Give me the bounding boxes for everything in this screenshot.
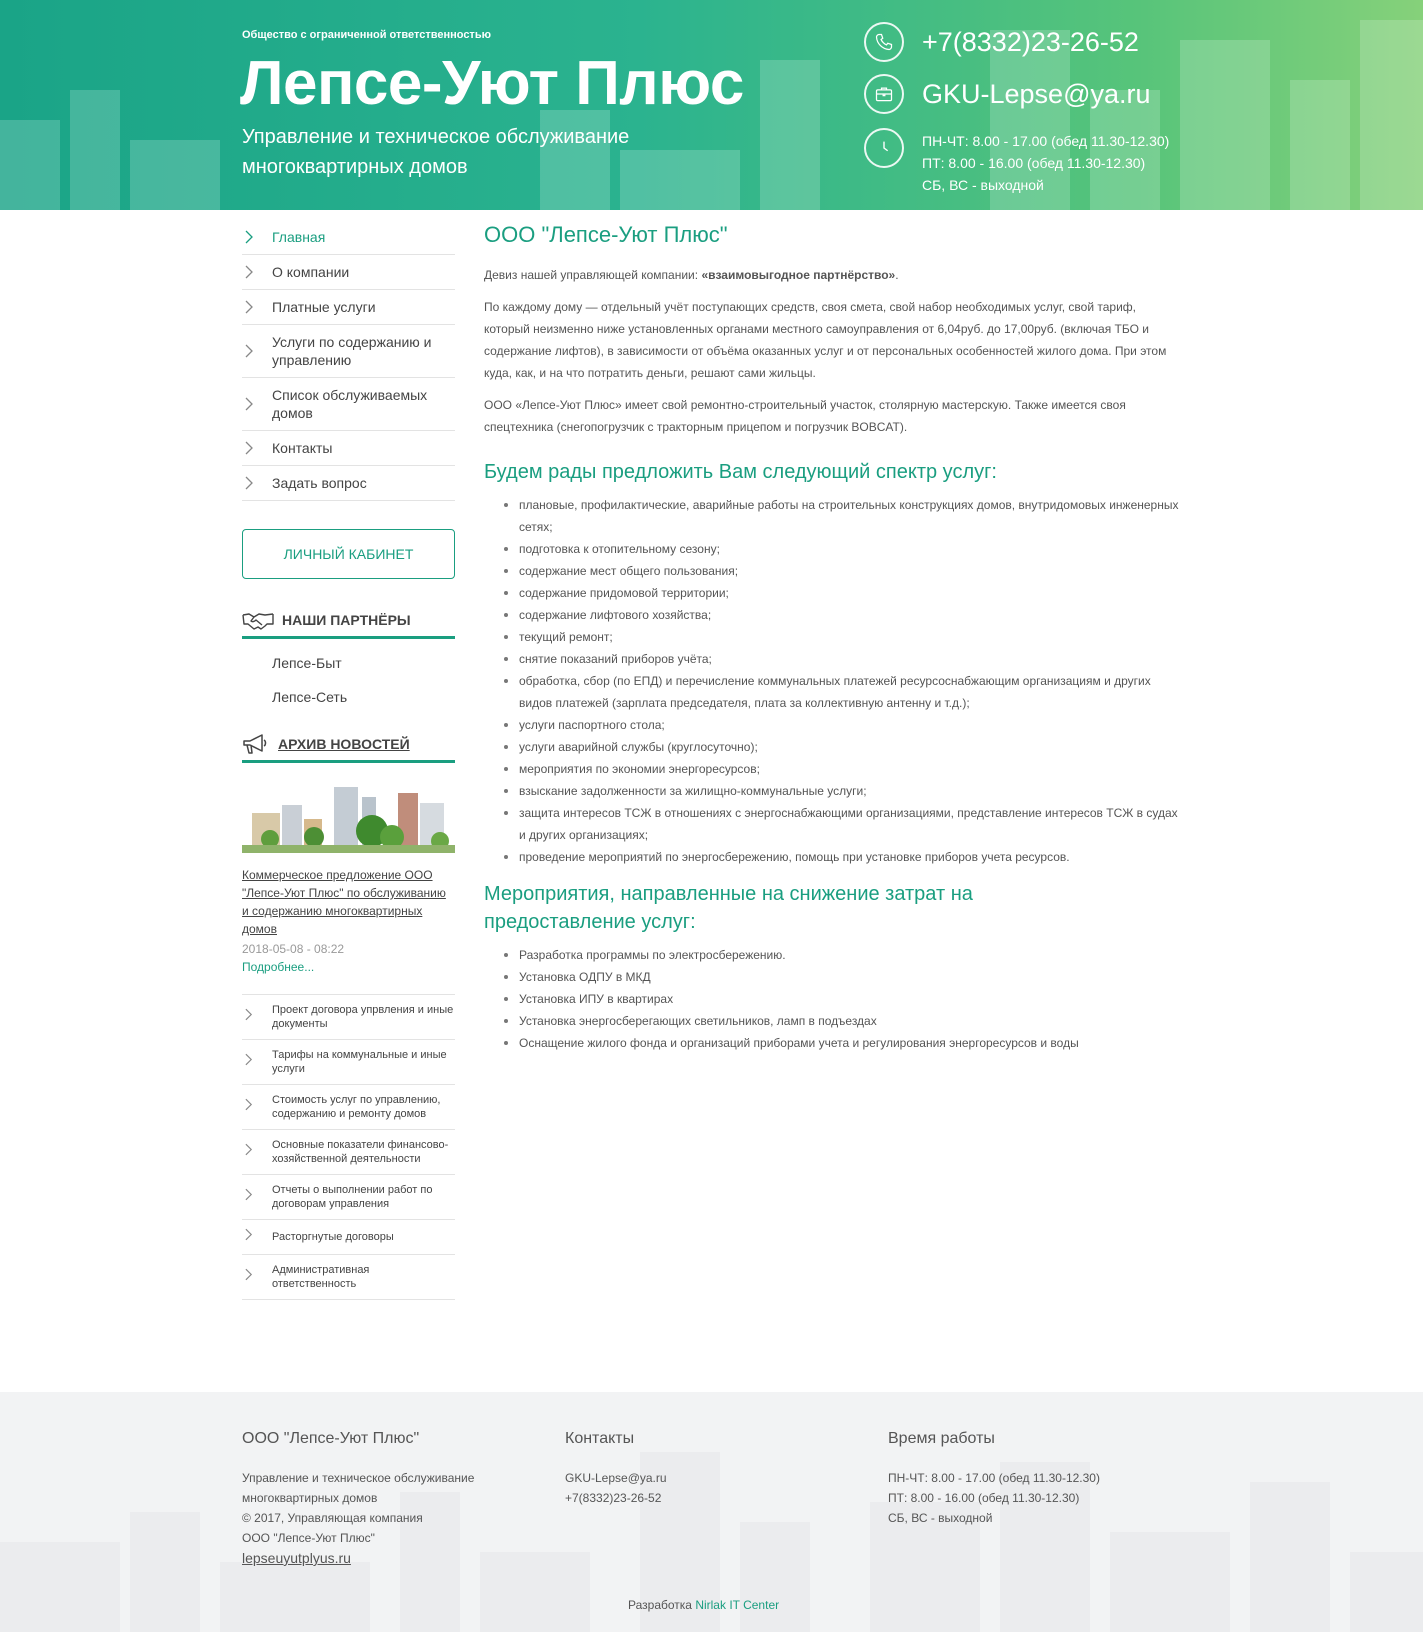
nav-item-label: Платные услуги [272,299,376,315]
chevron-right-icon [242,1143,272,1161]
nav-item-ask-question[interactable] [242,466,455,501]
motto-text: «взаимовыгодное партнёрство» [701,268,896,282]
chevron-right-icon [242,344,272,358]
header-phone[interactable]: +7(8332)23-26-52 [922,26,1139,57]
news-archive-link[interactable]: АРХИВ НОВОСТЕЙ [278,735,410,752]
doc-item-label: Проект договора упрвления и иные документы [272,1004,454,1030]
motto-paragraph [484,264,1184,286]
intro-paragraph: По каждому дому — отдельный учёт поступающих средств, своя смета, свой набор необходимых услуг, свой тариф, который неизменно ниже установленных органами местного самоуправления от 6,04руб. до 17,00руб. (включая ТБО и содержание лифтов), в зависимости от объёма оказанных услуг и от персональных особенностей жилого дома. При этом куда, как, и на что потратить деньги, решают сами жильцы. [484,300,1167,380]
header-email[interactable]: GKU-Lepse@ya.ru [922,78,1151,109]
nav-item-label: О компании [272,264,350,280]
footer-contacts-column [565,1430,865,1508]
handshake-icon [242,610,274,630]
list-item: плановые, профилактические, аварийные работы на строительных конструкциях домов, внутридомовых инженерных сетях; [484,494,1184,538]
site-title[interactable]: Лепсе-Уют Плюс [240,49,744,118]
footer-text: Управление и техническое обслуживание [242,1471,475,1485]
nav-item-contacts[interactable] [242,431,455,466]
nav-item-label: Главная [272,229,326,245]
doc-item-label: Расторгнутые договоры [272,1231,394,1243]
footer-phone[interactable]: +7(8332)23-26-52 [565,1491,662,1505]
megaphone-icon [242,733,270,755]
nav-item-label: Услуги по содержанию и управлению [272,334,432,368]
sidebar [242,220,455,1300]
list-item: Установка ИПУ в квартирах [484,988,1184,1010]
nav-item-houses-list[interactable] [242,378,455,431]
hours-line: ПТ: 8.00 - 16.00 (обед 11.30-12.30) [922,155,1146,171]
doc-item-tariffs[interactable] [242,1040,455,1085]
doc-item-label: Административная ответственность [272,1264,370,1290]
chevron-right-icon [242,230,272,244]
list-item: содержание лифтового хозяйства; [484,604,1184,626]
main-content [484,222,1184,1054]
header-hours [922,130,1169,196]
doc-item-work-reports[interactable] [242,1175,455,1220]
footer-company-title: ООО "Лепсе-Уют Плюс" [242,1430,420,1447]
list-item: Оснащение жилого фонда и организаций приборами учета и регулирования энергоресурсов и воды [484,1032,1184,1054]
chevron-right-icon [242,1008,272,1026]
city-background-image [0,1392,1423,1632]
list-item: содержание придомовой территории; [484,582,1184,604]
org-type-label: Общество с ограниченной ответственностью [242,29,491,41]
chevron-right-icon [242,300,272,314]
footer-site-link[interactable]: lepseuyutplyus.ru [242,1550,351,1566]
footer-text: ООО "Лепсе-Уют Плюс" [242,1531,375,1545]
nav-item-home[interactable] [242,220,455,255]
list-item: снятие показаний приборов учёта; [484,648,1184,670]
news-heading [242,727,455,763]
chevron-right-icon [242,397,272,411]
doc-item-label: Тарифы на коммунальные и иные услуги [272,1049,447,1075]
nav-item-label: Список обслуживаемых домов [272,387,428,421]
doc-item-service-cost[interactable] [242,1085,455,1130]
list-item: проведение мероприятий по энергосбережению, помощь при установке приборов учета ресурсов. [484,846,1184,868]
footer-hours-title: Время работы [888,1430,995,1447]
services-list [484,494,1184,868]
nav-item-maintenance-services[interactable] [242,325,455,378]
motto-prefix: Девиз нашей управляющей компании: [484,268,702,282]
footer-hours-line: СБ, ВС - выходной [888,1511,993,1525]
motto-suffix: . [895,268,899,282]
developer-prefix: Разработка [628,1598,692,1612]
footer-hours-line: ПТ: 8.00 - 16.00 (обед 11.30-12.30) [888,1491,1080,1505]
partner-link-lepse-set[interactable]: Лепсе-Сеть [272,689,348,705]
news-more-link[interactable]: Подробнее... [242,960,315,974]
chevron-right-icon [242,1268,272,1286]
measures-heading: Мероприятия, направленные на снижение затрат на предоставление услуг: [484,883,973,933]
hours-line: СБ, ВС - выходной [922,177,1044,193]
personal-cabinet-button[interactable]: ЛИЧНЫЙ КАБИНЕТ [242,529,455,579]
doc-item-financial-indicators[interactable] [242,1130,455,1175]
site-footer [0,1392,1423,1632]
doc-item-administrative-liability[interactable] [242,1255,455,1300]
list-item: содержание мест общего пользования; [484,560,1184,582]
partners-heading-label: НАШИ ПАРТНЁРЫ [282,611,411,628]
chevron-right-icon [242,441,272,455]
footer-text: © 2017, Управляющая компания [242,1511,423,1525]
phone-row [864,22,1139,62]
chevron-right-icon [242,1053,272,1071]
developer-link[interactable]: Nirlak IT Center [695,1598,780,1612]
chevron-right-icon [242,1228,272,1246]
services-heading: Будем рады предложить Вам следующий спектр услуг: [484,461,997,483]
doc-item-label: Основные показатели финансово-хозяйственной деятельности [272,1139,449,1165]
phone-icon [864,22,904,62]
chevron-right-icon [242,1188,272,1206]
clock-icon [864,128,904,168]
nav-item-paid-services[interactable] [242,290,455,325]
site-tagline: Управление и техническое обслуживание многоквартирных домов [242,126,630,178]
footer-hours-column [888,1430,1188,1528]
email-row [864,74,1151,114]
list-item: защита интересов ТСЖ в отношениях с энергоснабжающими организациями, представление интересов ТСЖ в судах и других организациях; [484,802,1184,846]
list-item: услуги аварийной службы (круглосуточно); [484,736,1184,758]
footer-hours-line: ПН-ЧТ: 8.00 - 17.00 (обед 11.30-12.30) [888,1471,1100,1485]
list-item: Установка ОДПУ в МКД [484,966,1184,988]
nav-item-label: Задать вопрос [272,475,367,491]
hours-line: ПН-ЧТ: 8.00 - 17.00 (обед 11.30-12.30) [922,133,1170,149]
list-item: Установка энергосберегающих светильников, ламп в подъездах [484,1010,1184,1032]
doc-item-terminated-contracts[interactable] [242,1220,455,1255]
list-item: подготовка к отопительному сезону; [484,538,1184,560]
main-nav [242,220,455,501]
doc-item-contract-project[interactable] [242,995,455,1040]
footer-contacts-title: Контакты [565,1430,635,1447]
briefcase-icon [864,74,904,114]
measures-list [484,944,1184,1054]
equipment-paragraph: ООО «Лепсе-Уют Плюс» имеет свой ремонтно-строительный участок, столярную мастерскую. Также имеется своя спецтехника (снегопогрузчик с тракторным прицепом и погрузчик BOBCAT). [484,398,1126,434]
partner-link-lepse-byt[interactable]: Лепсе-Быт [272,655,342,671]
list-item: услуги паспортного стола; [484,714,1184,736]
chevron-right-icon [242,476,272,490]
chevron-right-icon [242,1098,272,1116]
list-item: Разработка программы по электросбережению. [484,944,1184,966]
nav-item-about[interactable] [242,255,455,290]
doc-item-label: Отчеты о выполнении работ по договорам управления [272,1184,433,1210]
footer-email[interactable]: GKU-Lepse@ya.ru [565,1471,667,1485]
footer-text: многоквартирных домов [242,1491,378,1505]
doc-item-label: Стоимость услуг по управлению, содержанию и ремонту домов [272,1094,441,1120]
list-item: обработка, сбор (по ЕПД) и перечисление коммунальных платежей ресурсоснабжающим организациям и других видов платежей (зарплата председателя, плата за коллективную антенну и т.д.); [484,670,1184,714]
hours-row [864,128,904,168]
partners-heading [242,603,455,639]
nav-item-label: Контакты [272,440,333,456]
site-header [0,0,1423,210]
news-thumbnail-image[interactable] [242,783,455,853]
page-title: ООО "Лепсе-Уют Плюс" [484,222,728,247]
list-item: текущий ремонт; [484,626,1184,648]
developer-credit [628,1598,779,1612]
chevron-right-icon [242,265,272,279]
news-title-link[interactable]: Коммерческое предложение ООО "Лепсе-Уют Плюс" по обслуживанию и содержанию многоквартирных домов [242,868,446,936]
documents-menu [242,994,455,1300]
list-item: взыскание задолженности за жилищно-коммунальные услуги; [484,780,1184,802]
list-item: мероприятия по экономии энергоресурсов; [484,758,1184,780]
footer-company-column [242,1430,542,1568]
news-date: 2018-05-08 - 08:22 [242,942,345,956]
